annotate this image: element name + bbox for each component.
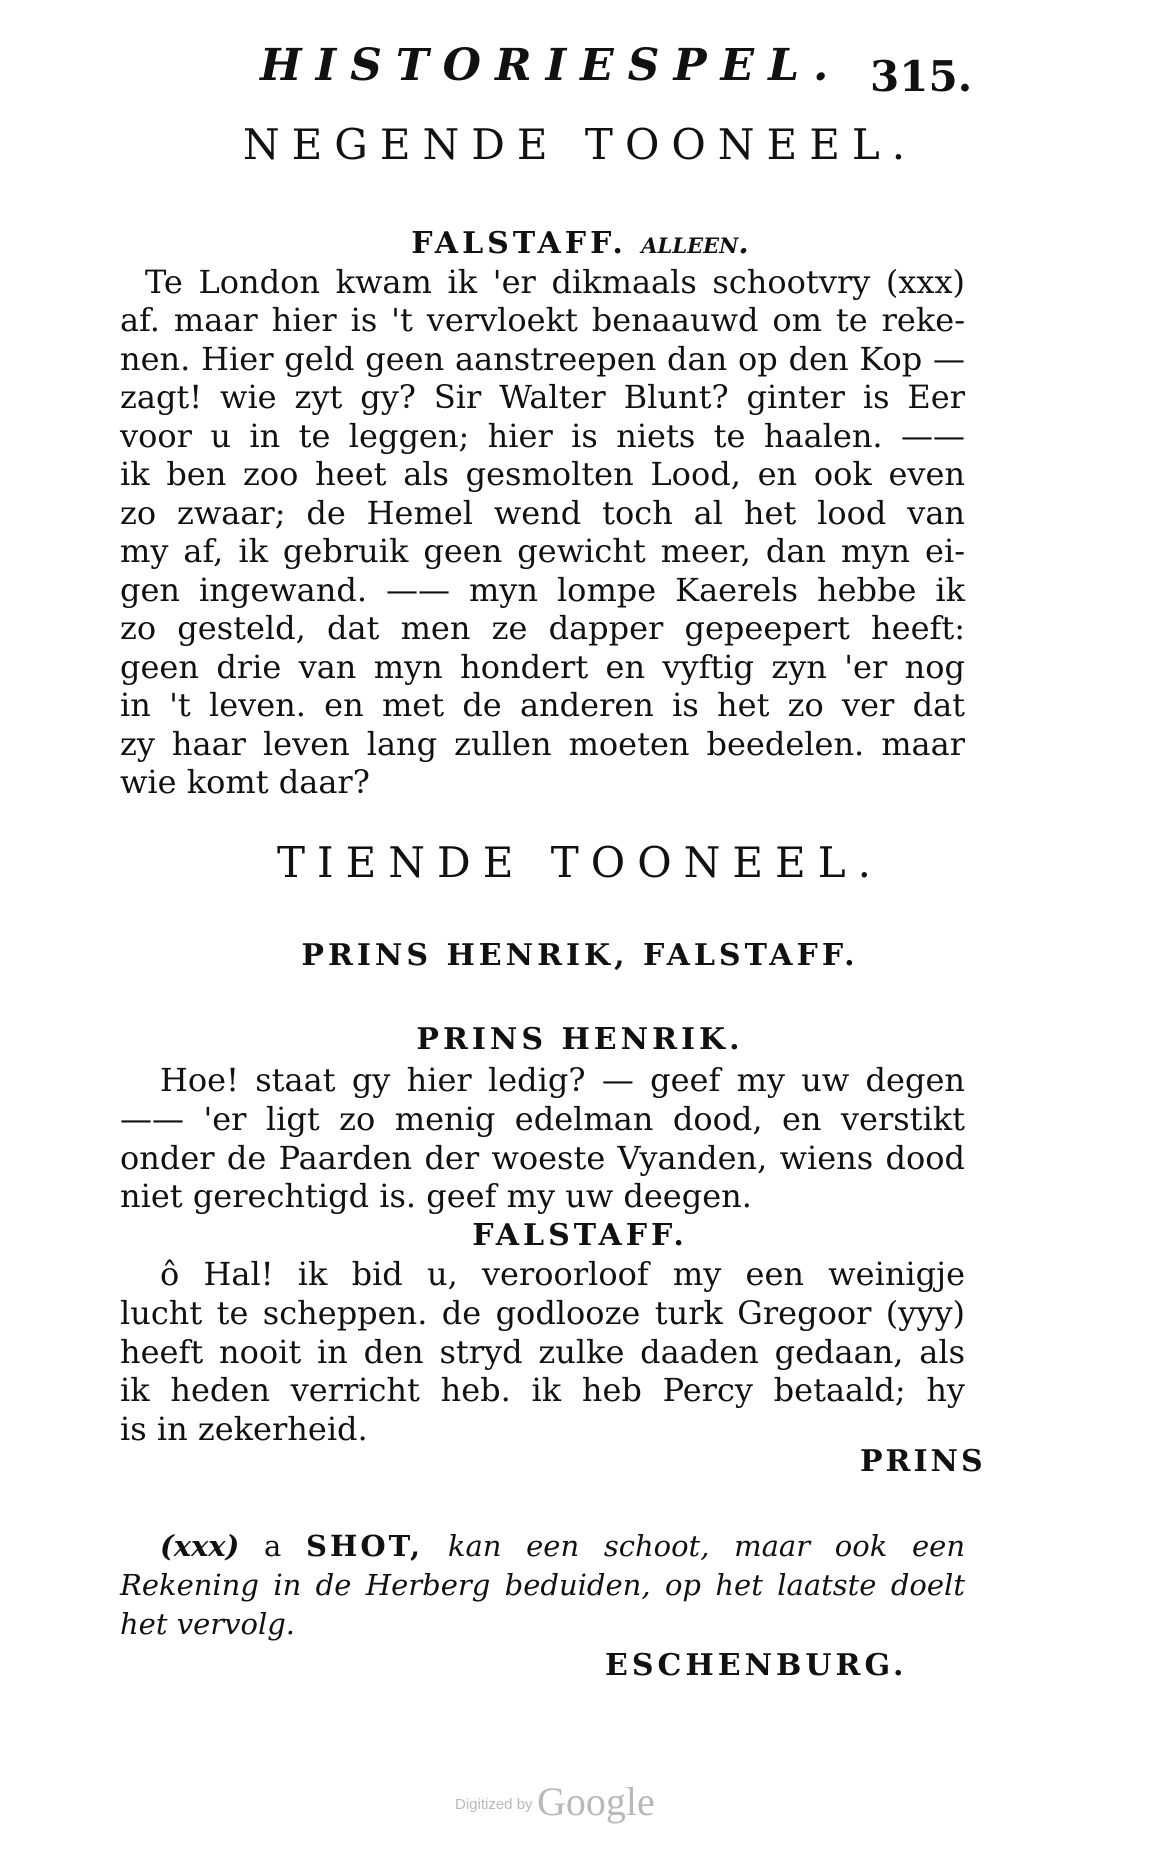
footnote-term: SHOT, xyxy=(306,1529,424,1563)
scene-heading-9: NEGENDE TOONEEL. xyxy=(242,120,918,169)
text-line: in 't leven. en met de anderen is het zo ver dat xyxy=(120,686,965,724)
text-line: zo gesteld, dat men ze dapper gepeepert heeft: xyxy=(120,609,965,647)
text-line: gen ingewand. —— myn lompe Kaerels hebbe ik xyxy=(120,570,965,609)
speaker-name: FALSTAFF. xyxy=(472,1218,688,1253)
catchword: PRINS xyxy=(860,1444,986,1479)
speaker-name: PRINS HENRIK. xyxy=(416,1022,744,1057)
text-line: zo zwaar; de Hemel wend toch al het lood van xyxy=(120,493,965,532)
stage-direction: alleen. xyxy=(641,226,749,261)
speaker-name: FALSTAFF. xyxy=(411,226,627,261)
text-line: geen drie van myn hondert en vyftig zyn 'er nog xyxy=(120,647,965,686)
speech-first-line xyxy=(160,1255,965,1294)
falstaff-speech xyxy=(120,1294,965,1448)
text-line: niet gerechtigd is. geef my uw deegen. xyxy=(120,1177,752,1215)
text-line: ik heden verricht heb. ik heb Percy betaald; hy xyxy=(120,1371,965,1409)
text-line: my af, ik gebruik geen gewicht meer, dan myn ei- xyxy=(120,532,965,570)
text-line: ô Hal! ik bid u, veroorloof my een weinigje xyxy=(160,1255,965,1293)
text-line: lucht te scheppen. de godlooze turk Gregoor (yyy) xyxy=(120,1294,965,1332)
footnote-signature: ESCHENBURG. xyxy=(605,1648,908,1683)
speech-first-line xyxy=(160,1061,965,1100)
text-line: Hoe! staat gy hier ledig? — geef my uw degen xyxy=(160,1061,965,1099)
scene9-speech xyxy=(145,263,965,302)
footnote xyxy=(120,1527,965,1644)
speaker-heading xyxy=(0,226,1160,261)
footnote-line: Rekening in de Herberg beduiden, op het laatste doelt xyxy=(120,1568,965,1602)
text-line: af. maar hier is 't vervloekt benaauwd om te reke- xyxy=(120,301,965,339)
text-line: ik ben zoo heet als gesmolten Lood, en ook even xyxy=(120,455,965,493)
text-line: —— 'er ligt zo menig edelman dood, en verstikt xyxy=(120,1100,965,1138)
footnote-text: kan een schoot, maar ook een xyxy=(447,1529,966,1563)
scene-characters: PRINS HENRIK, FALSTAFF. xyxy=(301,938,859,973)
scene9-speech-continued xyxy=(120,301,965,802)
text-line: is in zekerheid. xyxy=(120,1409,368,1448)
footnote-line xyxy=(120,1527,965,1566)
text-line: zy haar leven lang zullen moeten beedelen. maar xyxy=(120,724,965,763)
text-line: Te London kwam ik 'er dikmaals schootvry (xxx) xyxy=(145,263,965,301)
text-line: heeft nooit in den stryd zulke daaden gedaan, als xyxy=(120,1332,965,1371)
footnote-line: het vervolg. xyxy=(120,1607,296,1641)
text-line: zagt! wie zyt gy? Sir Walter Blunt? ginter is Eer xyxy=(120,378,965,416)
footnote-mark: (xxx) xyxy=(160,1529,240,1563)
text-line: voor u in te leggen; hier is niets te haalen. —— xyxy=(120,416,965,455)
prins-henrik-speech xyxy=(120,1100,965,1216)
footnote-text: a xyxy=(264,1529,282,1563)
digitization-watermark xyxy=(455,1778,655,1825)
watermark-prefix: Digitized by xyxy=(455,1796,533,1813)
page-number: 315. xyxy=(870,52,973,101)
watermark-brand: Google xyxy=(537,1779,655,1824)
text-line: onder de Paarden der woeste Vyanden, wiens dood xyxy=(120,1138,965,1177)
text-line: wie komt daar? xyxy=(120,763,370,801)
text-line: nen. Hier geld geen aanstreepen dan op den Kop — xyxy=(120,339,965,378)
running-title: HISTORIESPEL. xyxy=(260,40,843,91)
scene-heading-10: TIENDE TOONEEL. xyxy=(277,838,883,887)
